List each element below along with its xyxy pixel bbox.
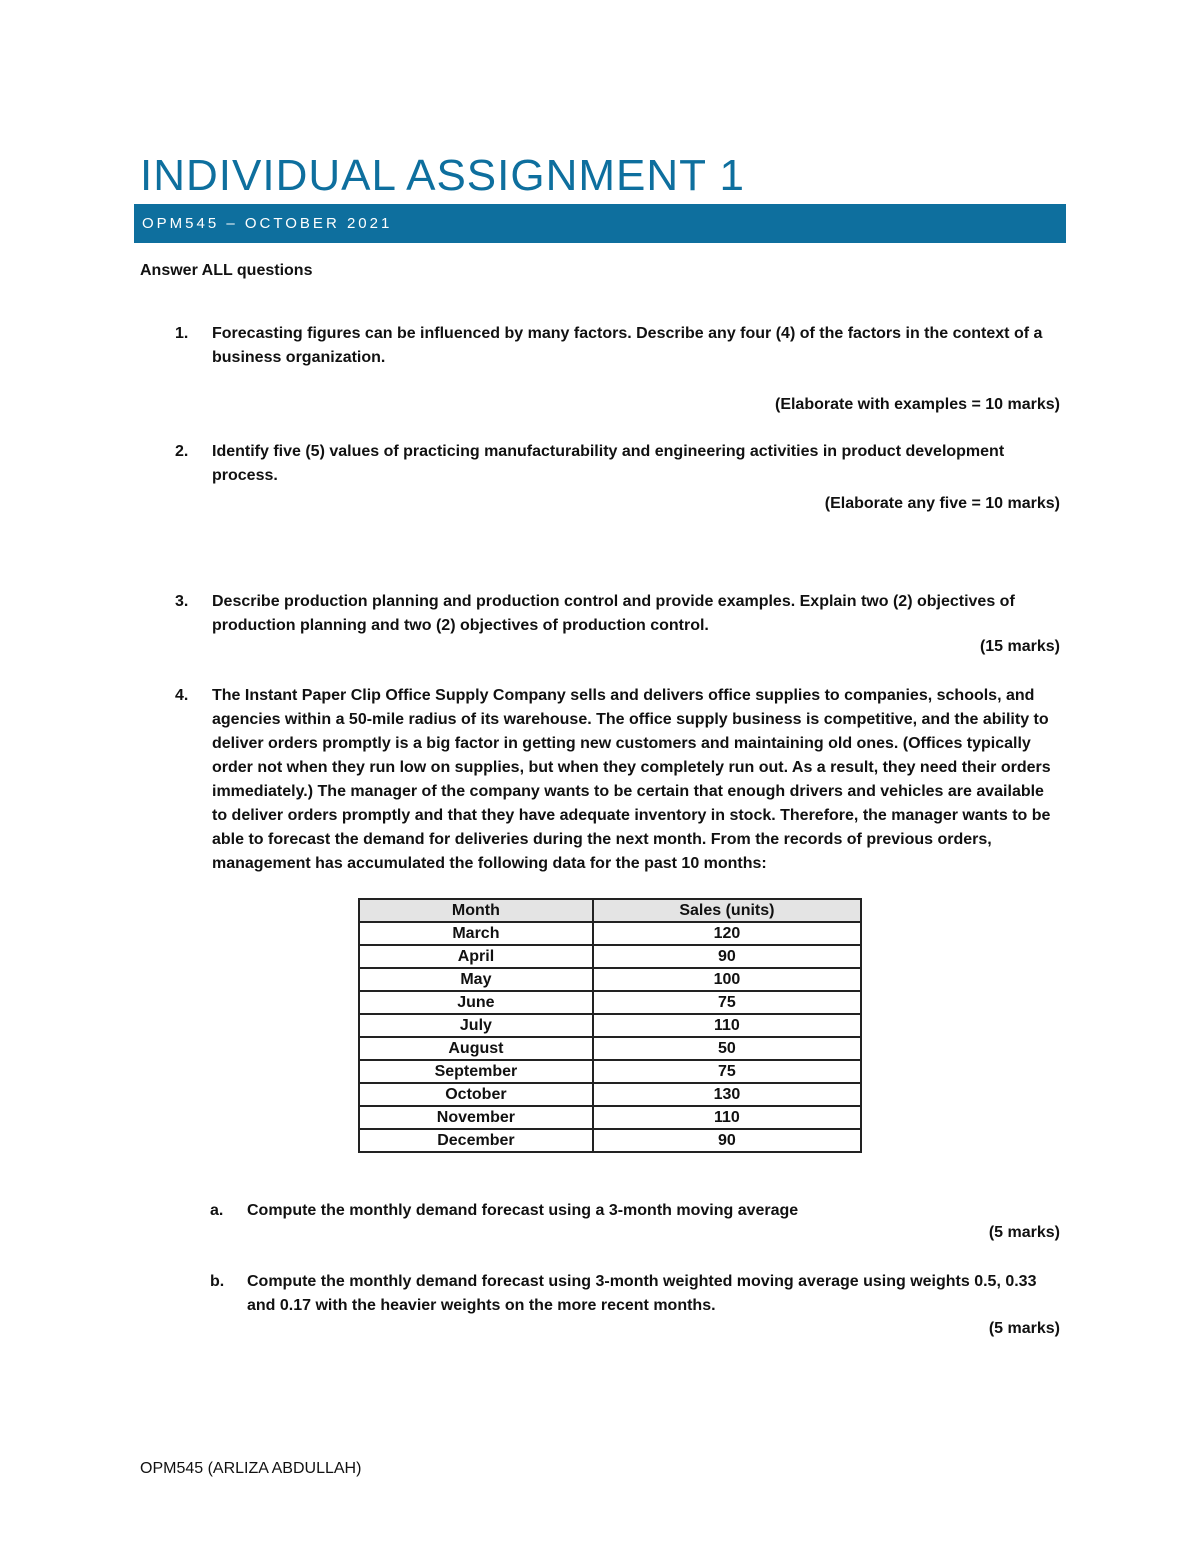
question-number: 4. bbox=[175, 687, 189, 704]
month-cell: May bbox=[359, 968, 593, 991]
table-row bbox=[359, 1060, 861, 1083]
subquestion-a bbox=[210, 1199, 1060, 1223]
sales-cell: 50 bbox=[593, 1037, 861, 1060]
month-cell: April bbox=[359, 945, 593, 968]
instructions: Answer ALL questions bbox=[140, 262, 313, 279]
table-row bbox=[359, 991, 861, 1014]
table-row bbox=[359, 922, 861, 945]
question-text: The Instant Paper Clip Office Supply Company sells and delivers office supplies to companies, schools, and agencies within a 50-mile radius of its warehouse. The office supply business is competitive, and the ability to deliver orders promptly is a big factor in getting new customers and maintaining old ones. (Offices typically order not when they run low on supplies, but when they completely run out. As a result, they need their orders immediately.) The manager of the company wants to be certain that enough drivers and vehicles are available to deliver orders promptly and that they have adequate inventory in stock. Therefore, the manager wants to be able to forecast the demand for deliveries during the next month. From the records of previous orders, management has accumulated the following data for the past 10 months: bbox=[212, 687, 1051, 872]
subquestion-b-marks: (5 marks) bbox=[988, 1320, 1060, 1337]
table-row bbox=[359, 968, 861, 991]
month-cell: March bbox=[359, 922, 593, 945]
table-row bbox=[359, 1083, 861, 1106]
sales-cell: 90 bbox=[593, 1129, 861, 1152]
sales-cell: 110 bbox=[593, 1014, 861, 1037]
question-text: Forecasting figures can be influenced by many factors. Describe any four (4) of the factors in the context of a business organization. bbox=[212, 325, 1043, 366]
table-row bbox=[359, 1129, 861, 1152]
question-3 bbox=[140, 590, 1060, 638]
column-header-sales: Sales (units) bbox=[593, 899, 861, 922]
sales-cell: 110 bbox=[593, 1106, 861, 1129]
question-text: Identify five (5) values of practicing manufacturability and engineering activities in product development process. bbox=[212, 443, 1005, 484]
month-cell: September bbox=[359, 1060, 593, 1083]
subquestion-b bbox=[210, 1270, 1060, 1318]
sales-cell: 90 bbox=[593, 945, 861, 968]
table-header-row bbox=[359, 899, 861, 922]
sales-cell: 130 bbox=[593, 1083, 861, 1106]
subquestion-text: Compute the monthly demand forecast using 3-month weighted moving average using weights 0.5, 0.33 and 0.17 with the heavier weights on the more recent months. bbox=[247, 1273, 1037, 1314]
month-cell: August bbox=[359, 1037, 593, 1060]
month-cell: October bbox=[359, 1083, 593, 1106]
table-row bbox=[359, 1037, 861, 1060]
question-1 bbox=[140, 322, 1060, 370]
question-1-marks: (Elaborate with examples = 10 marks) bbox=[774, 396, 1060, 413]
sales-cell: 75 bbox=[593, 991, 861, 1014]
question-text: Describe production planning and production control and provide examples. Explain two (2) objectives of production planning and two (2) objectives of production control. bbox=[212, 593, 1015, 634]
subquestion-text: Compute the monthly demand forecast using a 3-month moving average bbox=[247, 1202, 799, 1219]
table-row bbox=[359, 1014, 861, 1037]
subquestion-label: a. bbox=[210, 1202, 224, 1219]
month-cell: November bbox=[359, 1106, 593, 1129]
question-number: 1. bbox=[175, 325, 189, 342]
question-2 bbox=[140, 440, 1060, 488]
sales-cell: 120 bbox=[593, 922, 861, 945]
month-cell: July bbox=[359, 1014, 593, 1037]
table-row bbox=[359, 1106, 861, 1129]
month-cell: December bbox=[359, 1129, 593, 1152]
column-header-month: Month bbox=[359, 899, 593, 922]
question-number: 3. bbox=[175, 593, 189, 610]
question-4 bbox=[140, 684, 1060, 876]
subquestion-a-marks: (5 marks) bbox=[988, 1224, 1060, 1241]
sales-table bbox=[358, 898, 862, 1153]
month-cell: June bbox=[359, 991, 593, 1014]
question-3-marks: (15 marks) bbox=[979, 638, 1060, 655]
page-footer: OPM545 (ARLIZA ABDULLAH) bbox=[140, 1460, 362, 1477]
sales-cell: 75 bbox=[593, 1060, 861, 1083]
subtitle-bar: OPM545 – OCTOBER 2021 bbox=[134, 204, 1066, 243]
page-title: INDIVIDUAL ASSIGNMENT 1 bbox=[140, 151, 745, 200]
table-row bbox=[359, 945, 861, 968]
question-number: 2. bbox=[175, 443, 189, 460]
sales-cell: 100 bbox=[593, 968, 861, 991]
question-2-marks: (Elaborate any five = 10 marks) bbox=[824, 495, 1060, 512]
subquestion-label: b. bbox=[210, 1273, 225, 1290]
